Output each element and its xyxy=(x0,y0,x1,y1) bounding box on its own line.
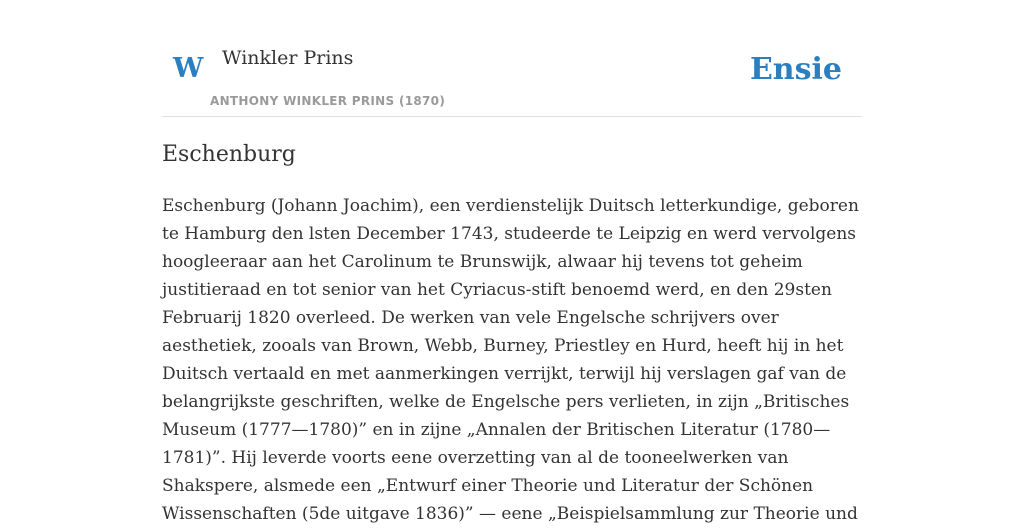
source-subtitle: ANTHONY WINKLER PRINS (1870) xyxy=(210,94,446,108)
article-body: Eschenburg (Johann Joachim), een verdienstelijk Duitsch letterkundige, geboren te Hamburg den lsten December 1743, studeerde te Leipzig en werd vervolgens hoogleeraar aan het Carolinum te Brunswijk, alwaar hij tevens tot geheim justitieraad en tot senior van het Cyriacus-stift benoemd werd, en den 29sten Februarij 1820 overleed. De werken van vele Engelsche schrijvers over aesthetiek, zooals van Brown, Webb, Burney, Priestley en Hurd, heeft hij in het Duitsch vertaald en met aanmerkingen verrijkt, terwijl hij verslagen gaf van de belangrijkste geschriften, welke de Engelsche pers verlieten, in zijn „Britisches Museum (1777—1780)” en in zijne „Annalen der Britischen Literatur (1780—1781)”. Hij leverde voorts eene overzetting van al de tooneelwerken van Shakspere, alsmede een „Entwurf einer Theorie und Literatur der Schönen Wissenschaften (5de uitgave 1836)” — eene „Beispielsammlung zur Theorie und xyxy=(162,196,859,524)
source-logo[interactable]: W xyxy=(173,53,204,84)
source-header xyxy=(162,0,862,117)
brand-logo-link[interactable]: Ensie xyxy=(749,52,842,87)
source-title[interactable]: Winkler Prins xyxy=(222,47,354,69)
article-title: Eschenburg xyxy=(162,142,296,167)
